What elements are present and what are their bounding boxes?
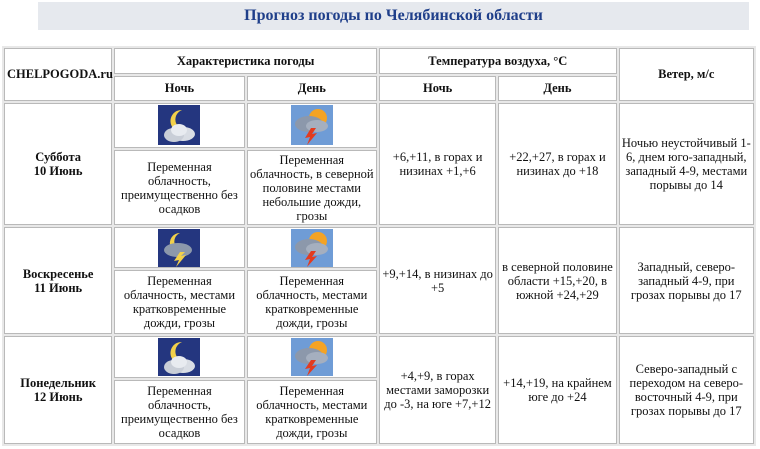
day-name: Понедельник: [20, 376, 96, 391]
day-temp: +22,+27, в горах и низинах до +18: [498, 103, 616, 225]
forecast-table: [2, 46, 756, 446]
day-description: Переменная облачность, местами кратковременные дожди, грозы: [247, 380, 377, 444]
night-temp: +6,+11, в горах и низинах +1,+6: [379, 103, 496, 225]
day-temp: в северной половине области +15,+20, в южной +24,+29: [498, 227, 616, 335]
night-temp: +4,+9, в горах местами заморозки до -3, на юге +7,+12: [379, 336, 496, 444]
brand-label: CHELPOGODA.ru: [4, 48, 112, 101]
day-icon-cell: [247, 227, 377, 268]
wind-info: Западный, северо-западный 4-9, при грозах порывы до 17: [619, 227, 754, 335]
header-weather-day: День: [247, 76, 377, 101]
day-label: [4, 103, 112, 225]
day-label: [4, 336, 112, 444]
day-name: Воскресенье: [22, 266, 94, 281]
day-name: Суббота: [35, 149, 82, 164]
moon-cloud-icon: [158, 105, 200, 145]
header-weather: Характеристика погоды: [114, 48, 377, 74]
day-description: Переменная облачность, в северной половине местами небольшие дожди, грозы: [247, 150, 377, 225]
day-icon-cell: [247, 336, 377, 377]
header-temperature: Температура воздуха, °С: [379, 48, 617, 74]
night-icon-cell: [114, 103, 244, 149]
day-date: 12 Июнь: [33, 390, 83, 405]
night-icon-cell: [114, 227, 244, 268]
moon-thunderstorm-icon: [158, 229, 200, 267]
page-title-bar: [38, 2, 749, 30]
thunderstorm-icon: [291, 338, 333, 376]
thunderstorm-icon: [291, 105, 333, 145]
day-temp: +14,+19, на крайнем юге до +24: [498, 336, 616, 444]
moon-cloud-icon: [158, 338, 200, 376]
wind-info: Северо-западный с переходом на северо-восточный 4-9, при грозах порывы до 17: [619, 336, 754, 444]
night-description: Переменная облачность, преимущественно без осадков: [114, 380, 244, 444]
day-date: 11 Июнь: [34, 280, 83, 295]
day-icon-cell: [247, 103, 377, 149]
day-description: Переменная облачность, местами кратковременные дожди, грозы: [247, 270, 377, 334]
night-temp: +9,+14, в низинах до +5: [379, 227, 496, 335]
night-description: Переменная облачность, местами кратковременные дожди, грозы: [114, 270, 244, 334]
header-wind: Ветер, м/с: [619, 48, 754, 101]
day-date: 10 Июнь: [33, 163, 83, 178]
header-temp-night: Ночь: [379, 76, 496, 101]
header-weather-night: Ночь: [114, 76, 244, 101]
night-icon-cell: [114, 336, 244, 377]
thunderstorm-icon: [291, 229, 333, 267]
wind-info: Ночью неустойчивый 1-6, днем юго-западный, западный 4-9, местами порывы до 14: [619, 103, 754, 225]
night-description: Переменная облачность, преимущественно без осадков: [114, 150, 244, 225]
page-title: Прогноз погоды по Челябинской области: [244, 7, 543, 24]
day-label: [4, 227, 112, 335]
header-temp-day: День: [498, 76, 616, 101]
